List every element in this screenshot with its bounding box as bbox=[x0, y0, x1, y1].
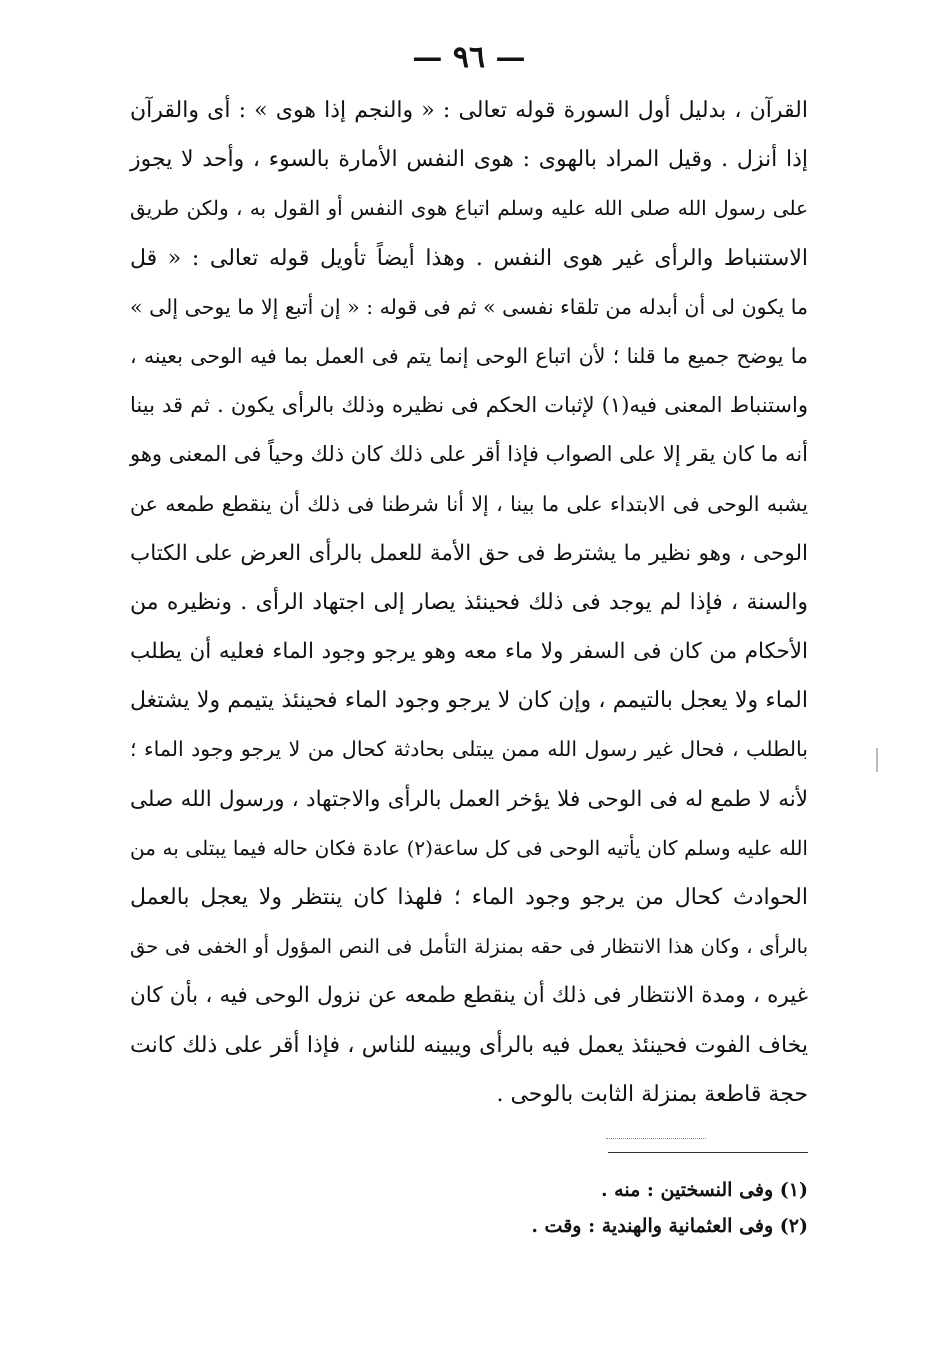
text-line: الحوادث كحال من يرجو وجود الماء ؛ فلهذا كان ينتظر ولا يعجل بالعمل bbox=[130, 885, 808, 910]
text-line: الوحى ، وهو نظير ما يشترط فى حق الأمة للعمل بالرأى العرض على الكتاب bbox=[130, 540, 808, 566]
text-line: القرآن ، بدليل أول السورة قوله تعالى : « والنجم إذا هوى » : أى والقرآن bbox=[130, 98, 808, 123]
footnote-2: (٢) وفى العثمانية والهندية : وقت . bbox=[531, 1215, 808, 1237]
dotted-divider bbox=[606, 1138, 706, 1139]
body-text bbox=[130, 86, 808, 1119]
text-line: لأنه لا طمع له فى الوحى فلا يؤخر العمل بالرأى والاجتهاد ، ورسول الله صلى bbox=[130, 786, 808, 812]
text-line: ما يوضح جميع ما قلنا ؛ لأن اتباع الوحى إنما يتم فى العمل بما فيه الوحى بعينه ، bbox=[130, 343, 808, 368]
page-number: — ٩٦ — bbox=[412, 40, 526, 75]
text-line: الله عليه وسلم كان يأتيه الوحى فى كل ساعة(٢) عادة فكان حاله فيما يبتلى به من bbox=[130, 835, 808, 860]
margin-mark bbox=[876, 748, 878, 772]
text-line: إذا أنزل . وقيل المراد بالهوى : هوى النفس الأمارة بالسوء ، وأحد لا يجوز bbox=[130, 147, 808, 173]
text-line: الأحكام من كان فى السفر ولا ماء معه وهو يرجو وجود الماء فعليه أن يطلب bbox=[130, 639, 808, 665]
footnotes bbox=[380, 1172, 808, 1244]
text-line: بالطلب ، فحال غير رسول الله ممن يبتلى بحادثة كحال من لا يرجو وجود الماء ؛ bbox=[130, 737, 808, 762]
text-line: واستنباط المعنى فيه(١) لإثبات الحكم فى نظيره وذلك بالرأى يكون . ثم قد بينا bbox=[130, 393, 808, 418]
text-line: غيره ، ومدة الانتظار فى ذلك أن ينقطع طمعه عن نزول الوحى فيه ، بأن كان bbox=[130, 983, 808, 1009]
text-line: الماء ولا يعجل بالتيمم ، وإن كان لا يرجو وجود الماء فحينئذ يتيمم ولا يشتغل bbox=[130, 688, 808, 714]
text-line: بالرأى ، وكان هذا الانتظار فى حقه بمنزلة التأمل فى النص المؤول أو الخفى فى حق bbox=[130, 935, 808, 959]
text-line: حجة قاطعة بمنزلة الثابت بالوحى . bbox=[496, 1081, 808, 1107]
text-line: أنه ما كان يقر إلا على الصواب فإذا أقر على ذلك كان ذلك وحياً فى المعنى وهو bbox=[130, 442, 808, 467]
text-line: يخاف الفوت فحينئذ يعمل فيه بالرأى ويبينه للناس ، فإذا أقر على ذلك كانت bbox=[130, 1032, 808, 1058]
footnote-divider bbox=[608, 1152, 808, 1153]
text-line: على رسول الله صلى الله عليه وسلم اتباع هوى النفس أو القول به ، ولكن طريق bbox=[130, 196, 808, 221]
text-line: الاستنباط والرأى غير هوى النفس . وهذا أيضاً تأويل قوله تعالى : « قل bbox=[130, 245, 808, 271]
text-line: يشبه الوحى فى الابتداء على ما بينا ، إلا أنا شرطنا فى ذلك أن ينقطع طمعه عن bbox=[130, 491, 808, 516]
text-line: ما يكون لى أن أبدله من تلقاء نفسى » ثم فى قوله : « إن أتبع إلا ما يوحى إلى » bbox=[130, 294, 808, 319]
footnote-1: (١) وفى النسختين : منه . bbox=[600, 1179, 808, 1201]
text-line: والسنة ، فإذا لم يوجد فى ذلك فحينئذ يصار إلى اجتهاد الرأى . ونظيره من bbox=[130, 589, 808, 615]
